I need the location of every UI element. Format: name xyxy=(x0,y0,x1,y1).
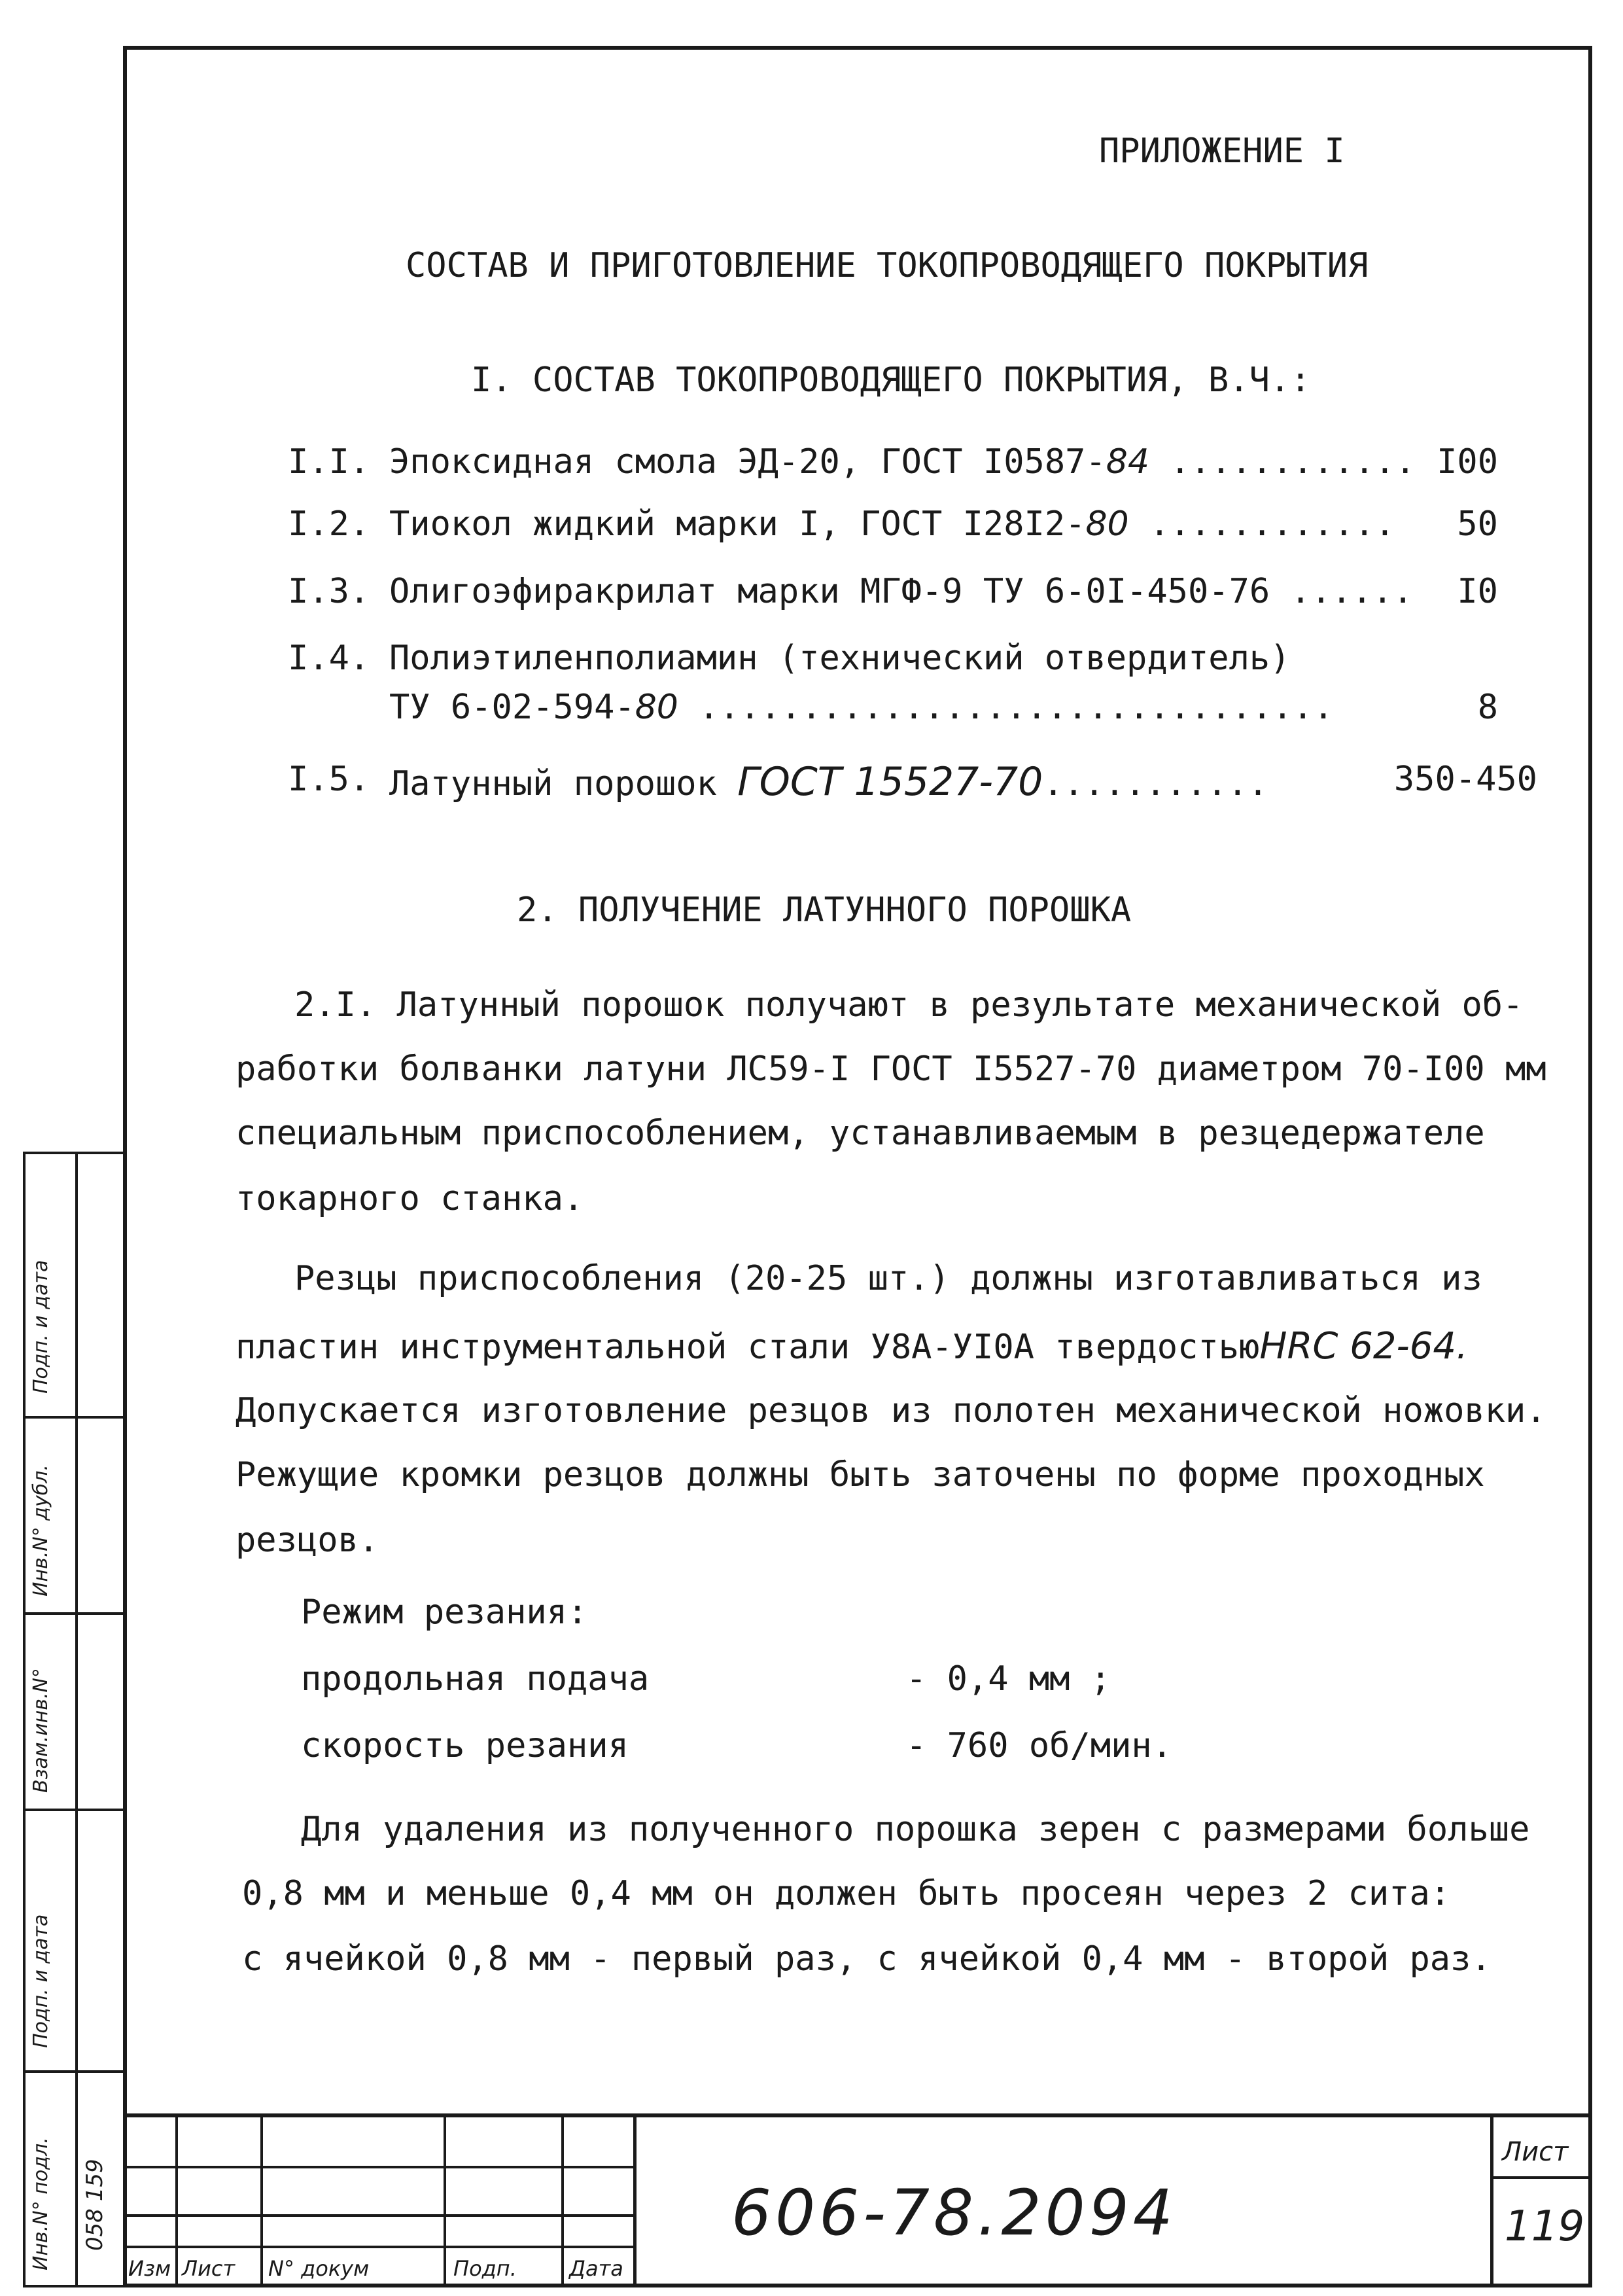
cutting-mode-label: Режим резания: xyxy=(301,1593,588,1632)
stamp-col-docnum: N° докум xyxy=(268,2256,370,2281)
paragraph-line: Резцы приспособления (20-25 шт.) должны изготавливаться из xyxy=(294,1259,1482,1298)
item-value: I00 xyxy=(1437,442,1498,482)
item-text: Латунный порошок ГОСТ 15527-70........... xyxy=(389,759,1268,805)
paragraph-line: токарного станка. xyxy=(236,1179,584,1218)
item-number: I.4. xyxy=(288,639,370,678)
mode-row-label: скорость резания xyxy=(301,1726,629,1765)
side-cell-divider xyxy=(26,1416,123,1419)
paragraph-line: Режущие кромки резцов должны быть заточены по форме проходных xyxy=(236,1455,1485,1494)
side-cell-divider xyxy=(26,2070,123,2073)
document-number: 606-78.2094 xyxy=(731,2176,1177,2250)
stamp-line xyxy=(123,2166,633,2168)
stamp-line xyxy=(444,2117,446,2287)
paragraph-line: специальным приспособлением, устанавливаемым в резцедержателе xyxy=(236,1114,1485,1153)
section1-heading: I. СОСТАВ ТОКОПРОВОДЯЩЕГО ПОКРЫТИЯ, В.Ч.: xyxy=(471,361,1311,400)
stamp-line xyxy=(123,2214,633,2217)
item-value: I0 xyxy=(1457,572,1498,611)
item-number: I.3. xyxy=(288,572,370,611)
side-inv-number: 058 159 xyxy=(82,2159,108,2251)
handwritten-standard: ГОСТ 15527-70 xyxy=(737,759,1043,805)
side-label-sign-date: Подп. и дата xyxy=(29,1260,52,1394)
section2-heading: 2. ПОЛУЧЕНИЕ ЛАТУННОГО ПОРОШКА xyxy=(517,891,1132,930)
stamp-line xyxy=(1490,2176,1588,2179)
stamp-line xyxy=(561,2117,564,2287)
handwritten-year: 80 xyxy=(635,688,678,727)
item-value: 8 xyxy=(1477,688,1498,727)
side-column-divider xyxy=(75,1154,78,2285)
side-cell-divider xyxy=(26,1612,123,1615)
stamp-col-sheet: Лист xyxy=(182,2256,236,2281)
item-value: 350-450 xyxy=(1393,760,1537,799)
side-label-replace-inv: Взам.инв.N° xyxy=(29,1668,52,1793)
paragraph-line: Для удаления из полученного порошка зерен с размерами больше xyxy=(301,1810,1530,1849)
document-title: СОСТАВ И ПРИГОТОВЛЕНИЕ ТОКОПРОВОДЯЩЕГО ПОКРЫТИЯ xyxy=(406,246,1369,285)
stamp-col-date: Дата xyxy=(569,2256,623,2281)
side-label-dup-inv: Инв.N° дубл. xyxy=(29,1464,52,1597)
item-number: I.I. xyxy=(288,442,370,482)
paragraph-line: пластин инструментальной стали У8А-УI0А твердостьюHRC 62-64. xyxy=(236,1325,1468,1368)
sheet-number: 119 xyxy=(1505,2202,1585,2251)
stamp-col-sign: Подп. xyxy=(453,2256,517,2281)
paragraph-line: работки болванки латуни ЛС59-I ГОСТ I5527-70 диаметром 70-I00 мм xyxy=(236,1050,1546,1089)
stamp-line xyxy=(1490,2117,1493,2287)
item-text: Олигоэфиракрилат марки МГФ-9 ТУ 6-0I-450-76 ...... xyxy=(389,572,1414,611)
item-text: Полиэтиленполиамин (технический отвердитель) xyxy=(389,639,1291,678)
stamp-line xyxy=(633,2117,637,2287)
mode-row-label: продольная подача xyxy=(301,1659,650,1699)
item-text: Эпоксидная смола ЭД-20, ГОСТ I0587-84 ............ xyxy=(389,442,1416,482)
paragraph-line: с ячейкой 0,8 мм - первый раз, с ячейкой 0,4 мм - второй раз. xyxy=(242,1939,1492,1979)
paragraph-line: Допускается изготовление резцов из полотен механической ножовки. xyxy=(236,1391,1546,1430)
side-cell-divider xyxy=(26,1809,123,1811)
item-text: ТУ 6-02-594-80 ............................... xyxy=(389,688,1334,727)
stamp-line xyxy=(260,2117,263,2287)
paragraph-line: 2.I. Латунный порошок получают в результате механической об- xyxy=(294,985,1524,1025)
item-number: I.5. xyxy=(288,760,370,799)
paragraph-line: резцов. xyxy=(236,1521,379,1560)
stamp-line xyxy=(123,2246,633,2248)
mode-row-value: - 760 об/мин. xyxy=(906,1726,1172,1765)
title-block xyxy=(123,2113,1592,2287)
side-label-orig-inv: Инв.N° подл. xyxy=(29,2137,52,2270)
item-number: I.2. xyxy=(288,504,370,544)
sheet-label: Лист xyxy=(1502,2137,1569,2167)
appendix-label: ПРИЛОЖЕНИЕ I xyxy=(1099,132,1345,171)
paragraph-line: 0,8 мм и меньше 0,4 мм он должен быть просеян через 2 сита: xyxy=(242,1874,1451,1913)
side-label-sign-date-2: Подп. и дата xyxy=(29,1914,52,2048)
handwritten-year: 80 xyxy=(1085,504,1129,544)
stamp-line xyxy=(175,2117,178,2287)
stamp-col-change: Изм xyxy=(128,2256,171,2281)
mode-row-value: - 0,4 мм ; xyxy=(906,1659,1111,1699)
handwritten-year: 84 xyxy=(1106,442,1149,482)
item-value: 50 xyxy=(1457,504,1498,544)
item-text: Тиокол жидкий марки I, ГОСТ I28I2-80 ............ xyxy=(389,504,1395,544)
handwritten-hardness: HRC 62-64. xyxy=(1259,1325,1468,1368)
